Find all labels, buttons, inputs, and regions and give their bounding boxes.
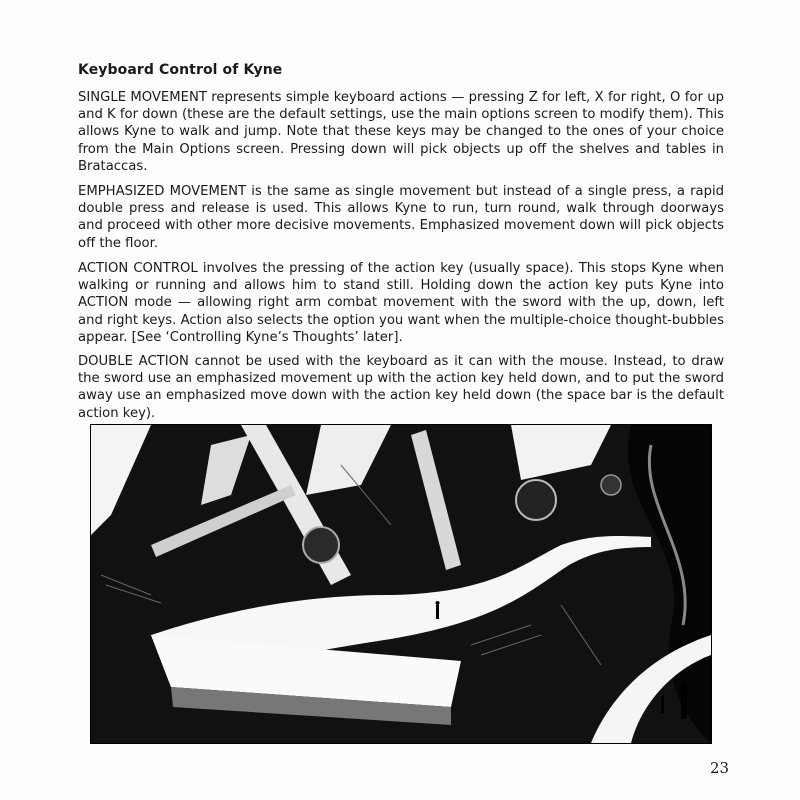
paragraph-single-movement: SINGLE MOVEMENT represents simple keyboard actions — pressing Z for left, X for right, O for up and K for down (these are the default settings, use the main options screen to modify them). This allows Kyne to walk and jump. Note that these keys may be changed to the ones of your choice from the Main Options screen. Pressing down will pick objects up off the shelves and tables in Brataccas.	[78, 90, 724, 174]
paragraph-action-control: ACTION CONTROL involves the pressing of the action key (usually space). This stops Kyne when walking or running and allows him to stand still. Holding down the action key puts Kyne into ACTION mode — allowing right arm combat movement with the sword with the up, down, left and right keys. Action also selects the option you want when the multiple-choice thought-bubbles appear. [See ‘Controlling Kyne’s Thoughts’ later].	[78, 261, 724, 345]
page-number: 23	[710, 759, 730, 777]
section-heading: Keyboard Control of Kyne	[78, 62, 283, 78]
paragraph-emphasized-movement: EMPHASIZED MOVEMENT is the same as single movement but instead of a single press, a rapid double press and release is used. This allows Kyne to run, turn round, walk through doorways and proceed with other more decisive movements. Emphasized movement down will pick objects off the floor.	[78, 184, 724, 251]
paragraph-double-action: DOUBLE ACTION cannot be used with the keyboard as it can with the mouse. Instead, to draw the sword use an emphasized movement up with the action key held down, and to put the sword away use an emphasized move down with the action key held down (the space bar is the default action key).	[78, 354, 724, 421]
brataccas-illustration	[90, 424, 712, 744]
